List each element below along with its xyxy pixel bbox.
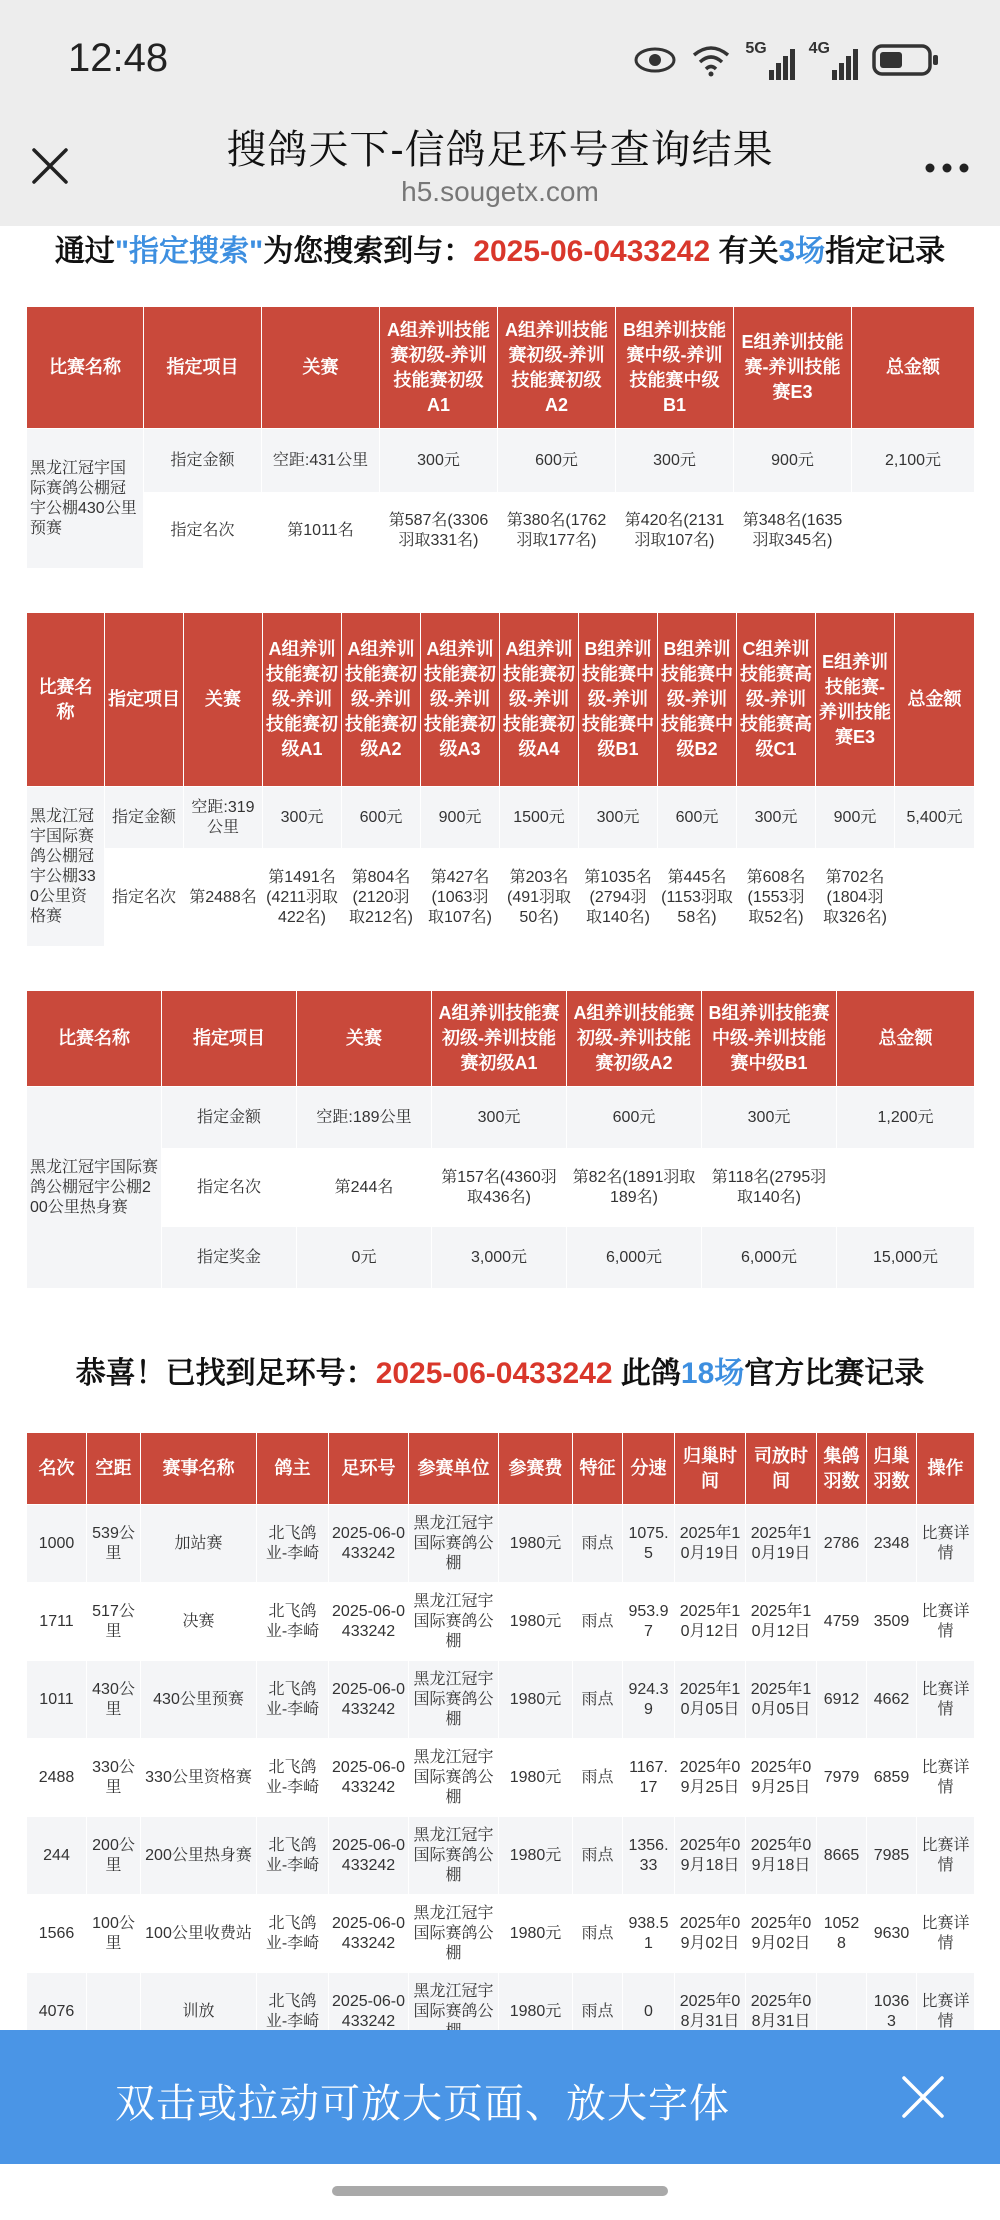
- race-name: 黑龙江冠宇国际赛鸽公棚冠宇公棚430公里预赛: [27, 429, 144, 569]
- header-cell: E组养训技能赛-养训技能赛E3: [734, 307, 852, 429]
- table-cell: 15,000元: [837, 1227, 975, 1289]
- heading-text: 此鸽: [612, 1357, 681, 1390]
- table-cell: 600元: [567, 1087, 702, 1149]
- heading-text: 通过: [54, 235, 115, 268]
- header-cell: A组养训技能赛初级-养训技能赛初级A1: [380, 307, 498, 429]
- table-cell: 600元: [658, 787, 737, 849]
- status-bar: [0, 0, 1000, 118]
- table-cell: 900元: [421, 787, 500, 849]
- heading-text: 恭喜！已找到足环号：: [75, 1357, 376, 1390]
- table-cell: 第157名(4360羽取436名): [432, 1149, 567, 1227]
- table-cell: 2025年09月25日: [675, 1739, 746, 1817]
- table-cell: 100公里: [87, 1895, 141, 1973]
- table-cell: 4076: [27, 1973, 87, 2051]
- heading-text: 有关: [710, 235, 779, 268]
- item-label: 指定金额: [105, 787, 184, 849]
- table-cell: 2025年08月31日: [675, 1973, 746, 2051]
- table-cell: 1980元: [499, 1661, 573, 1739]
- table-cell: 雨点: [573, 1583, 623, 1661]
- table-cell: 第1011名: [262, 493, 380, 569]
- race-records-table: [26, 1432, 975, 2051]
- table-cell: 2488: [27, 1739, 87, 1817]
- race-name: 黑龙江冠宇国际赛鸽公棚冠宇公棚330公里资格赛: [27, 787, 105, 947]
- page-url: h5.sougetx.com: [401, 176, 599, 207]
- table-cell: 2025年10月05日: [746, 1661, 817, 1739]
- table-cell: 第244名: [297, 1149, 432, 1227]
- table-cell: 900元: [734, 429, 852, 493]
- table-cell: 第2488名: [184, 849, 263, 947]
- network-type-4g: 4G: [808, 40, 830, 57]
- heading-count: 18场: [680, 1357, 745, 1390]
- table-cell: 雨点: [573, 1505, 623, 1583]
- search-summary-heading: [0, 226, 1000, 270]
- header-cell: 总金额: [837, 991, 975, 1087]
- table-cell: 2025年09月18日: [746, 1817, 817, 1895]
- zoom-tip-bar: [0, 2030, 1000, 2164]
- table-cell: 北飞鸽业-李崎: [257, 1505, 329, 1583]
- table-cell: [852, 493, 975, 569]
- header-cell: 归巢时间: [675, 1433, 746, 1505]
- table-cell: 7979: [817, 1739, 867, 1817]
- table-cell: 1980元: [499, 1895, 573, 1973]
- table-cell: 北飞鸽业-李崎: [257, 1739, 329, 1817]
- table-cell: 1980元: [499, 1583, 573, 1661]
- header-cell: 空距: [87, 1433, 141, 1505]
- table-cell: 300元: [737, 787, 816, 849]
- status-icons: [633, 38, 940, 82]
- table-cell: 4759: [817, 1583, 867, 1661]
- table-cell: 938.51: [623, 1895, 675, 1973]
- table-cell: 2025年10月19日: [746, 1505, 817, 1583]
- header-cell: C组养训技能赛高级-养训技能赛高级C1: [737, 613, 816, 787]
- table-cell: 1075.5: [623, 1505, 675, 1583]
- table-cell: 2025-06-0433242: [329, 1505, 409, 1583]
- table-cell: 第804名(2120羽取212名): [342, 849, 421, 947]
- header-cell: A组养训技能赛初级-养训技能赛初级A2: [498, 307, 616, 429]
- table-cell: 6,000元: [567, 1227, 702, 1289]
- table-cell: 430公里预赛: [141, 1661, 257, 1739]
- table-cell: [895, 849, 975, 947]
- table-cell: 2025-06-0433242: [329, 1973, 409, 2051]
- table-cell: 300元: [380, 429, 498, 493]
- heading-text: 为您搜索到与：: [263, 235, 474, 268]
- header-cell: 特征: [573, 1433, 623, 1505]
- race-detail-link[interactable]: 比赛详情: [917, 1895, 975, 1973]
- race-detail-link[interactable]: 比赛详情: [917, 1583, 975, 1661]
- page-content[interactable]: [0, 226, 1000, 2030]
- table-cell: 430公里: [87, 1661, 141, 1739]
- table-cell: 第82名(1891羽取189名): [567, 1149, 702, 1227]
- header-cell: E组养训技能赛-养训技能赛E3: [816, 613, 895, 787]
- header-cell: 总金额: [895, 613, 975, 787]
- header-cell: A组养训技能赛初级-养训技能赛初级A3: [421, 613, 500, 787]
- header-cell: A组养训技能赛初级-养训技能赛初级A1: [432, 991, 567, 1087]
- race-detail-link[interactable]: 比赛详情: [917, 1661, 975, 1739]
- table-cell: 2025年10月12日: [746, 1583, 817, 1661]
- heading-text: 官方比赛记录: [744, 1357, 925, 1390]
- table-cell: 6912: [817, 1661, 867, 1739]
- table-cell: 1011: [27, 1661, 87, 1739]
- header-cell: B组养训技能赛中级-养训技能赛中级B1: [702, 991, 837, 1087]
- table-cell: 2025年09月25日: [746, 1739, 817, 1817]
- wifi-icon: [691, 43, 731, 77]
- header-cell: 归巢羽数: [867, 1433, 917, 1505]
- header-cell: 鸽主: [257, 1433, 329, 1505]
- table-cell: 244: [27, 1817, 87, 1895]
- header-cell: A组养训技能赛初级-养训技能赛初级A4: [500, 613, 579, 787]
- header-cell: 足环号: [329, 1433, 409, 1505]
- item-label: 指定奖金: [162, 1227, 297, 1289]
- table-cell: 0元: [297, 1227, 432, 1289]
- table-cell: 1,200元: [837, 1087, 975, 1149]
- race-name: 黑龙江冠宇国际赛鸽公棚冠宇公棚200公里热身赛: [27, 1087, 162, 1289]
- close-icon[interactable]: [898, 2072, 948, 2122]
- item-label: 指定名次: [144, 493, 262, 569]
- header-cell: 指定项目: [105, 613, 184, 787]
- zoom-tip-text: 双击或拉动可放大页面、放大字体: [115, 2082, 730, 2126]
- table-cell: 第427名(1063羽取107名): [421, 849, 500, 947]
- race-detail-link[interactable]: 比赛详情: [917, 1739, 975, 1817]
- table-cell: 100公里收费站: [141, 1895, 257, 1973]
- table-cell: 2348: [867, 1505, 917, 1583]
- table-cell: 539公里: [87, 1505, 141, 1583]
- table-cell: 9630: [867, 1895, 917, 1973]
- table-cell: 600元: [342, 787, 421, 849]
- header-cell: B组养训技能赛中级-养训技能赛中级B1: [579, 613, 658, 787]
- table-cell: 1000: [27, 1505, 87, 1583]
- table-cell: 1356.33: [623, 1817, 675, 1895]
- header-cell: 关赛: [297, 991, 432, 1087]
- table-cell: 雨点: [573, 1739, 623, 1817]
- table-cell: 300元: [432, 1087, 567, 1149]
- table-cell: 雨点: [573, 1817, 623, 1895]
- eye-icon: [633, 45, 677, 75]
- table-cell: 空距:189公里: [297, 1087, 432, 1149]
- designated-table-430: [26, 306, 975, 569]
- table-cell: 924.39: [623, 1661, 675, 1739]
- table-cell: 2,100元: [852, 429, 975, 493]
- table-cell: 2025-06-0433242: [329, 1583, 409, 1661]
- table-cell: 第1035名(2794羽取140名): [579, 849, 658, 947]
- table-cell: 1167.17: [623, 1739, 675, 1817]
- table-cell: 黑龙江冠宇国际赛鸽公棚: [409, 1661, 499, 1739]
- table-cell: 600元: [498, 429, 616, 493]
- table-cell: 3,000元: [432, 1227, 567, 1289]
- table-cell: 第702名(1804羽取326名): [816, 849, 895, 947]
- table-cell: 雨点: [573, 1661, 623, 1739]
- table-cell: 黑龙江冠宇国际赛鸽公棚: [409, 1583, 499, 1661]
- table-cell: 1980元: [499, 1739, 573, 1817]
- table-row: [27, 1661, 975, 1739]
- table-cell: 200公里: [87, 1817, 141, 1895]
- table-cell: 第348名(1635羽取345名): [734, 493, 852, 569]
- table-cell: 2025-06-0433242: [329, 1739, 409, 1817]
- table-cell: 2025年10月12日: [675, 1583, 746, 1661]
- table-cell: 330公里资格赛: [141, 1739, 257, 1817]
- table-cell: 黑龙江冠宇国际赛鸽公棚: [409, 1505, 499, 1583]
- table-cell: [837, 1149, 975, 1227]
- table-cell: 空距:431公里: [262, 429, 380, 493]
- table-cell: 6,000元: [702, 1227, 837, 1289]
- heading-count: 3场: [778, 235, 826, 268]
- table-row: [27, 1739, 975, 1817]
- table-cell: 2025年10月05日: [675, 1661, 746, 1739]
- heading-text: 指定记录: [825, 235, 946, 268]
- table-cell: 1500元: [500, 787, 579, 849]
- table-cell: 1980元: [499, 1973, 573, 2051]
- table-cell: 300元: [263, 787, 342, 849]
- header-cell: 总金额: [852, 307, 975, 429]
- header-cell: 指定项目: [162, 991, 297, 1087]
- table-cell: 黑龙江冠宇国际赛鸽公棚: [409, 1895, 499, 1973]
- table-cell: 2025年09月02日: [675, 1895, 746, 1973]
- table-cell: 10528: [817, 1895, 867, 1973]
- table-cell: 第118名(2795羽取140名): [702, 1149, 837, 1227]
- table-cell: 空距:319公里: [184, 787, 263, 849]
- table-cell: 300元: [579, 787, 658, 849]
- table-cell: 2025年09月18日: [675, 1817, 746, 1895]
- table-cell: 2025年08月31日: [746, 1973, 817, 2051]
- header-cell: A组养训技能赛初级-养训技能赛初级A2: [342, 613, 421, 787]
- header-cell: B组养训技能赛中级-养训技能赛中级B1: [616, 307, 734, 429]
- heading-ring-number: 2025-06-0433242: [473, 235, 711, 268]
- table-cell: 2025-06-0433242: [329, 1895, 409, 1973]
- status-time: 12:48: [68, 36, 169, 80]
- header-cell: A组养训技能赛初级-养训技能赛初级A1: [263, 613, 342, 787]
- table-cell: 1711: [27, 1583, 87, 1661]
- signal-4g-icon: [809, 40, 858, 80]
- table-row: [27, 1817, 975, 1895]
- item-label: 指定金额: [162, 1087, 297, 1149]
- table-cell: 2025-06-0433242: [329, 1661, 409, 1739]
- table-cell: 雨点: [573, 1895, 623, 1973]
- table-cell: 黑龙江冠宇国际赛鸽公棚: [409, 1817, 499, 1895]
- table-cell: 1566: [27, 1895, 87, 1973]
- table-cell: 2025-06-0433242: [329, 1817, 409, 1895]
- official-records-heading: [0, 1348, 1000, 1392]
- race-detail-link[interactable]: 比赛详情: [917, 1973, 975, 2051]
- heading-keyword: "指定搜索": [114, 235, 264, 268]
- title-bar: [0, 118, 1000, 226]
- header-cell: 比赛名称: [27, 307, 144, 429]
- header-cell: 集鸽羽数: [817, 1433, 867, 1505]
- designated-table-330: [26, 612, 975, 947]
- table-cell: 6859: [867, 1739, 917, 1817]
- item-label: 指定金额: [144, 429, 262, 493]
- table-cell: 0: [623, 1973, 675, 2051]
- table-cell: 953.97: [623, 1583, 675, 1661]
- table-cell: 第420名(2131羽取107名): [616, 493, 734, 569]
- item-label: 指定名次: [105, 849, 184, 947]
- table-cell: 7985: [867, 1817, 917, 1895]
- header-cell: 操作: [917, 1433, 975, 1505]
- header-cell: 指定项目: [144, 307, 262, 429]
- table-cell: 2025年09月02日: [746, 1895, 817, 1973]
- table-cell: 900元: [816, 787, 895, 849]
- heading-ring-number: 2025-06-0433242: [375, 1357, 613, 1390]
- signal-5g-icon: [745, 40, 794, 80]
- header-cell: 比赛名称: [27, 991, 162, 1087]
- table-cell: 4662: [867, 1661, 917, 1739]
- table-cell: 第608名(1553羽取52名): [737, 849, 816, 947]
- network-type-5g: 5G: [745, 40, 767, 57]
- table-cell: 雨点: [573, 1973, 623, 2051]
- page-title: 搜鸽天下-信鸽足环号查询结果: [226, 128, 774, 172]
- battery-icon: [872, 43, 940, 77]
- table-cell: 第1491名(4211羽取422名): [263, 849, 342, 947]
- table-cell: 黑龙江冠宇国际赛鸽公棚: [409, 1739, 499, 1817]
- table-cell: 第445名(1153羽取58名): [658, 849, 737, 947]
- header-cell: B组养训技能赛中级-养训技能赛中级B2: [658, 613, 737, 787]
- table-row: [27, 1895, 975, 1973]
- home-indicator[interactable]: [332, 2186, 668, 2196]
- table-cell: 第380名(1762羽取177名): [498, 493, 616, 569]
- header-cell: 名次: [27, 1433, 87, 1505]
- table-row: [27, 1505, 975, 1583]
- table-cell: 330公里: [87, 1739, 141, 1817]
- header-cell: 关赛: [262, 307, 380, 429]
- race-detail-link[interactable]: 比赛详情: [917, 1817, 975, 1895]
- table-cell: 北飞鸽业-李崎: [257, 1661, 329, 1739]
- header-cell: 参赛费: [499, 1433, 573, 1505]
- header-cell: A组养训技能赛初级-养训技能赛初级A2: [567, 991, 702, 1087]
- table-cell: 517公里: [87, 1583, 141, 1661]
- table-cell: 300元: [702, 1087, 837, 1149]
- header-cell: 参赛单位: [409, 1433, 499, 1505]
- table-cell: 5,400元: [895, 787, 975, 849]
- table-cell: 北飞鸽业-李崎: [257, 1583, 329, 1661]
- header-cell: 赛事名称: [141, 1433, 257, 1505]
- table-cell: 北飞鸽业-李崎: [257, 1973, 329, 2051]
- table-cell: 2025年10月19日: [675, 1505, 746, 1583]
- race-detail-link[interactable]: 比赛详情: [917, 1505, 975, 1583]
- table-cell: 决赛: [141, 1583, 257, 1661]
- table-cell: 加站赛: [141, 1505, 257, 1583]
- table-cell: 2786: [817, 1505, 867, 1583]
- table-cell: 训放: [141, 1973, 257, 2051]
- table-row: [27, 1583, 975, 1661]
- table-cell: 300元: [616, 429, 734, 493]
- header-cell: 比赛名称: [27, 613, 105, 787]
- table-cell: 3509: [867, 1583, 917, 1661]
- table-cell: 10363: [867, 1973, 917, 2051]
- table-cell: 第587名(3306羽取331名): [380, 493, 498, 569]
- table-cell: 北飞鸽业-李崎: [257, 1817, 329, 1895]
- table-cell: 黑龙江冠宇国际赛鸽公: [409, 1973, 499, 2051]
- header-cell: 分速: [623, 1433, 675, 1505]
- header-cell: 司放时间: [746, 1433, 817, 1505]
- table-cell: 8665: [817, 1817, 867, 1895]
- table-cell: 第203名(491羽取50名): [500, 849, 579, 947]
- more-icon[interactable]: [924, 158, 970, 178]
- table-cell: 1980元: [499, 1817, 573, 1895]
- header-cell: 关赛: [184, 613, 263, 787]
- designated-table-200: [26, 990, 975, 1289]
- table-cell: 北飞鸽业-李崎: [257, 1895, 329, 1973]
- table-cell: 200公里热身赛: [141, 1817, 257, 1895]
- item-label: 指定名次: [162, 1149, 297, 1227]
- table-cell: 1980元: [499, 1505, 573, 1583]
